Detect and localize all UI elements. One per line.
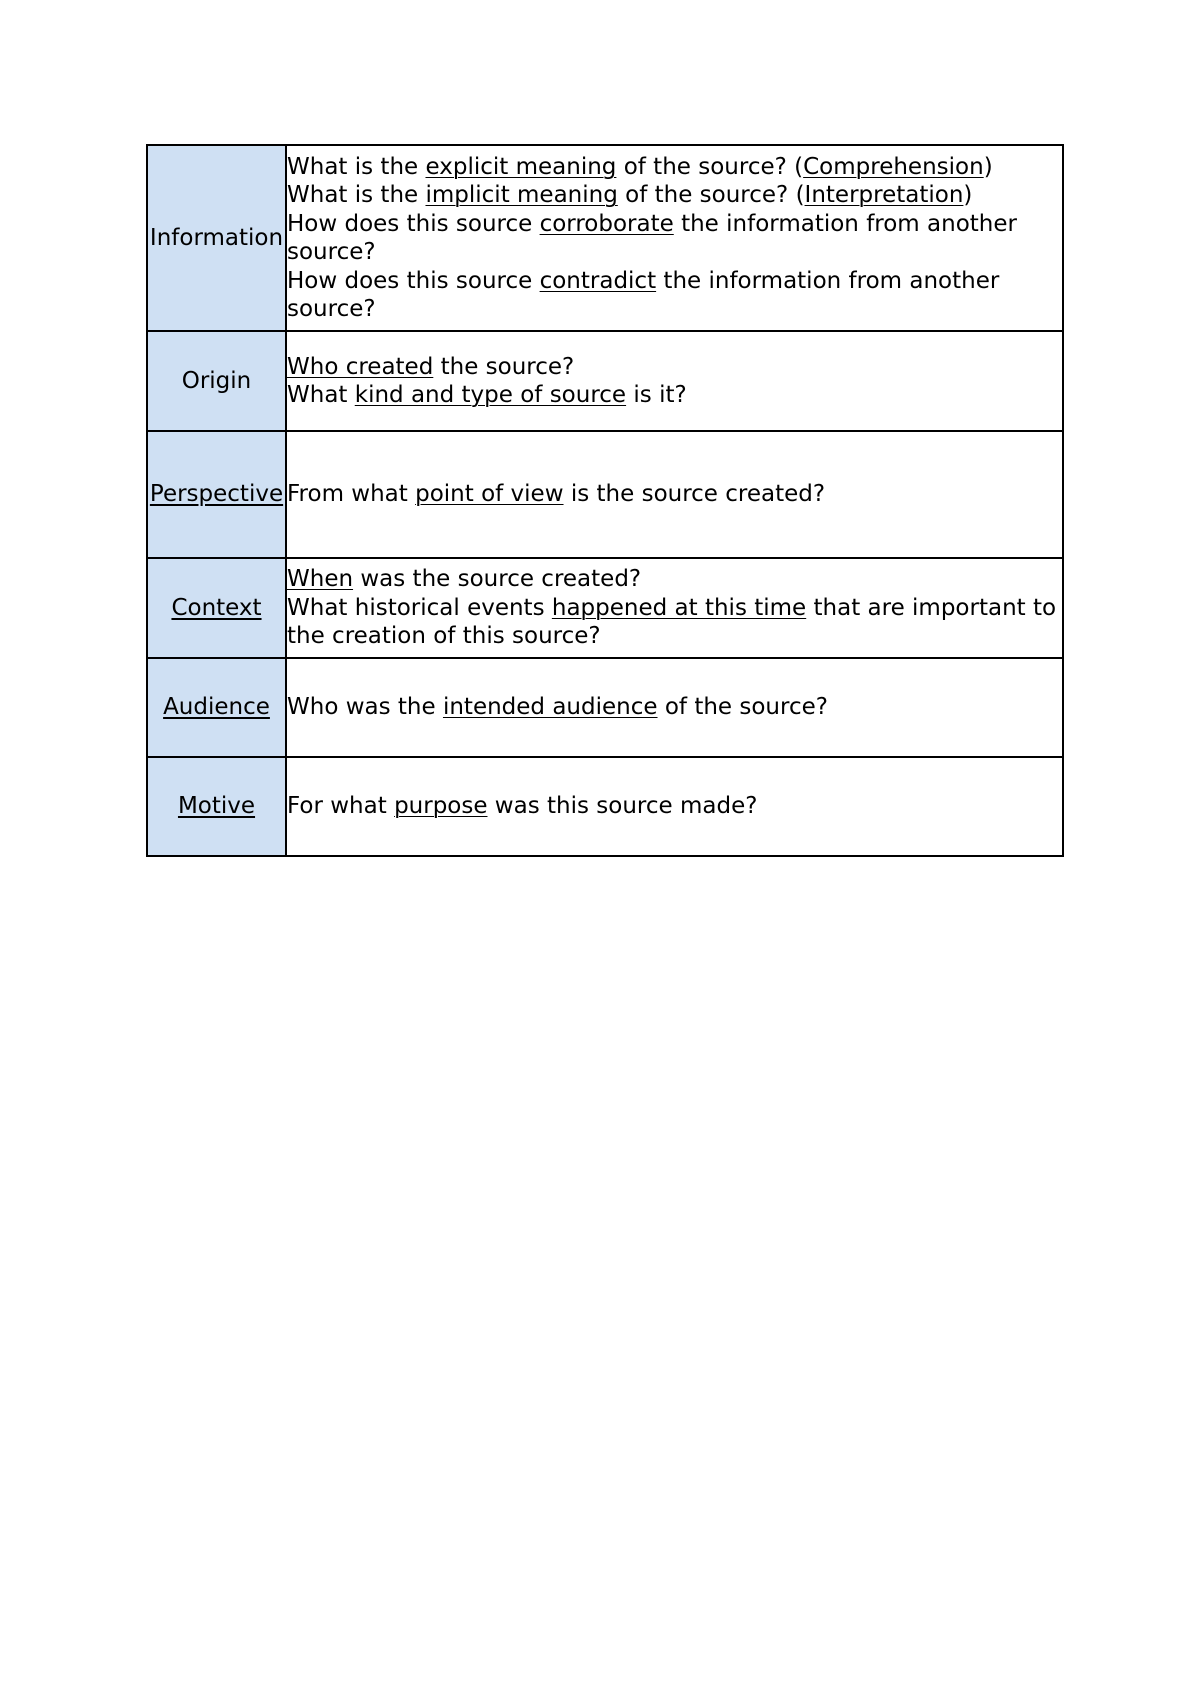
underlined-term: kind and type of source [354, 382, 627, 408]
row-label-motive: Motive [177, 793, 256, 820]
text-segment: What [287, 382, 355, 408]
row-label-cell [147, 558, 286, 658]
text-segment: of the source? ( [616, 153, 804, 180]
source-analysis-table [146, 144, 1064, 857]
text-segment: What historical events [287, 594, 552, 621]
underlined-term: When [287, 566, 354, 593]
text-segment: was the source created? [353, 566, 642, 593]
row-label-perspective: Perspective [149, 481, 284, 508]
text-segment: How does this source [287, 267, 540, 294]
text-segment: From what [287, 481, 416, 508]
text-segment: the information from another source? [287, 210, 1017, 265]
text-segment: is the source created? [563, 481, 826, 508]
text-segment: ) [983, 153, 993, 180]
text-segment: How does this source [287, 210, 540, 237]
row-body-cell [286, 431, 1063, 558]
row-label-cell [147, 145, 286, 331]
table-row-information [147, 145, 1063, 331]
table-row-perspective [147, 431, 1063, 558]
underlined-term: explicit meaning [425, 153, 617, 180]
table-body [147, 145, 1063, 856]
row-label-cell [147, 331, 286, 431]
row-label-audience: Audience [163, 694, 270, 721]
text-segment: is it? [626, 382, 687, 408]
text-segment: Who was the [287, 694, 443, 721]
cell-text-line [287, 381, 1062, 410]
cell-text-line [287, 480, 1062, 509]
row-body-cell [286, 331, 1063, 431]
underlined-term: intended audience [442, 694, 658, 721]
row-label-information: Information [149, 224, 284, 251]
text-segment: the source? [433, 353, 575, 380]
text-segment: that are important to the creation of this source? [287, 594, 1057, 650]
row-body-cell [286, 757, 1063, 856]
text-segment: What is the [287, 182, 426, 208]
underlined-term: Who created [287, 353, 434, 380]
text-segment: For what [287, 793, 395, 820]
table-row-motive [147, 757, 1063, 856]
underlined-term: point of view [415, 481, 564, 508]
cell-text-line [287, 153, 1062, 182]
cell-text-line [287, 353, 1062, 382]
cell-text-line [287, 693, 1062, 722]
text-segment: ) [963, 182, 973, 208]
text-segment: of the source? ( [617, 182, 805, 208]
text-segment: was this source made? [487, 793, 758, 820]
text-segment: What is the [287, 153, 426, 180]
row-label-origin: Origin [181, 367, 252, 394]
row-label-cell [147, 757, 286, 856]
cell-text-line [287, 181, 1062, 210]
cell-text-line [287, 210, 1062, 267]
table-row-origin [147, 331, 1063, 431]
underlined-term: Comprehension [803, 153, 984, 180]
table-row-audience [147, 658, 1063, 757]
table-row-context [147, 558, 1063, 658]
cell-text-line [287, 594, 1062, 651]
underlined-term: happened at this time [551, 594, 807, 621]
underlined-term: Interpretation [804, 182, 964, 208]
underlined-term: implicit meaning [425, 182, 618, 208]
row-label-cell [147, 431, 286, 558]
row-body-cell [286, 558, 1063, 658]
row-body-cell [286, 145, 1063, 331]
text-segment: the information from another source? [287, 267, 1000, 322]
text-segment: of the source? [657, 694, 828, 721]
cell-text-line [287, 267, 1062, 324]
cell-text-line [287, 565, 1062, 594]
row-label-cell [147, 658, 286, 757]
cell-text-line [287, 792, 1062, 821]
underlined-term: corroborate [539, 210, 674, 237]
underlined-term: contradict [539, 267, 657, 294]
row-label-context: Context [171, 594, 262, 621]
row-body-cell [286, 658, 1063, 757]
underlined-term: purpose [394, 793, 488, 820]
